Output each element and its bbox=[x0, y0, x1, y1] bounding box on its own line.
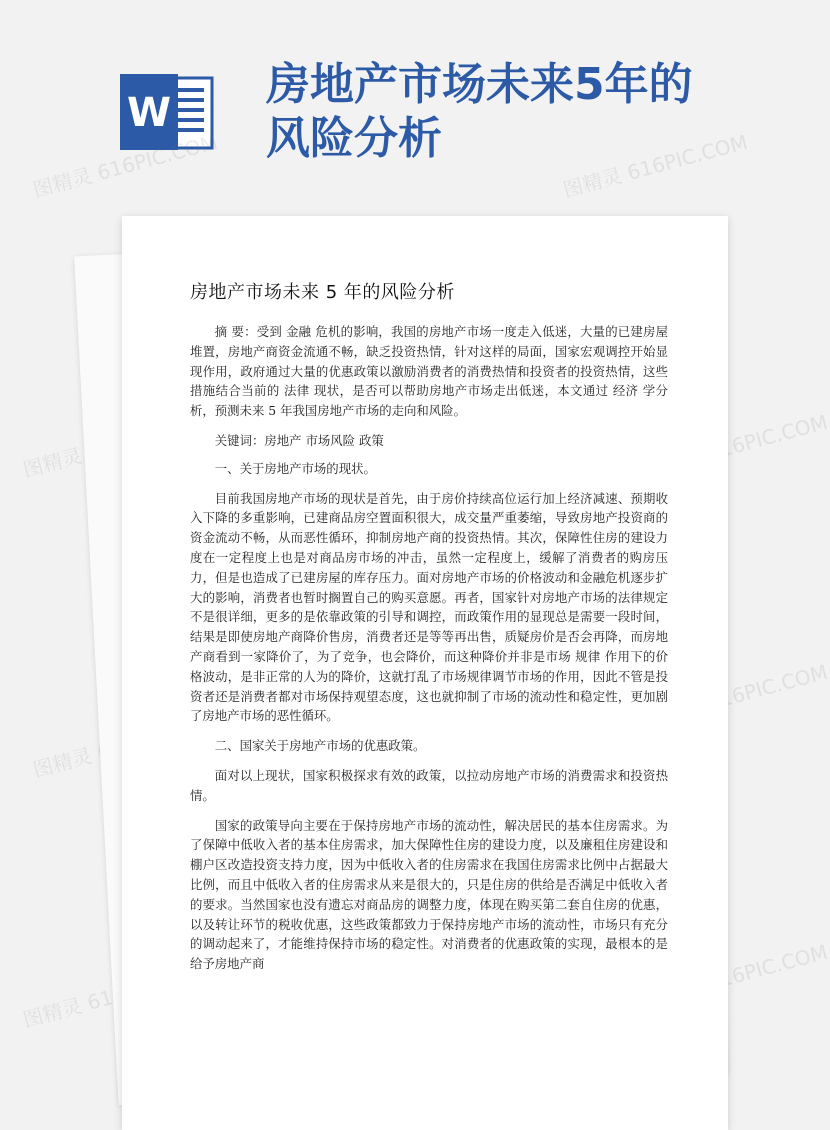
watermark: 图精灵 bbox=[20, 993, 85, 1033]
header-title bbox=[266, 58, 786, 166]
watermark: 图精灵 616PIC.COM bbox=[30, 129, 221, 203]
header-title-line1: 房地产市场未来5年的 bbox=[266, 59, 693, 110]
watermark: 图精灵 616PIC.COM bbox=[640, 409, 830, 483]
watermark: 图精灵 616PIC.COM bbox=[560, 129, 751, 203]
header bbox=[0, 0, 800, 200]
header-title-line2: 风险分析 bbox=[266, 113, 442, 164]
watermark: 图精灵 616PIC.COM bbox=[640, 939, 830, 1013]
abstract-paragraph: 摘 要：受到 金融 危机的影响，我国的房地产市场一度走入低迷，大量的已建房屋堆置，房地产商资金流通不畅，缺乏投资热情，针对这样的局面，国家宏观调控开始显现作用，政府通过大量的优惠政策以激励消费者的消费热情和投资者的投资热情，这些措施结合当前的 法律 现状，是否可以帮助房地产市场走出低迷，本文通过 经济 学分析，预测未来 5 年我国房地产市场的走向和风险。 bbox=[190, 324, 668, 419]
body-paragraph: 面对以上现状，国家积极探求有效的政策，以拉动房地产市场的消费需求和投资热情。 bbox=[190, 767, 668, 803]
document-body bbox=[190, 322, 668, 984]
watermark: 图精灵 616PIC.COM bbox=[640, 659, 830, 733]
word-document-icon bbox=[120, 72, 216, 152]
watermark: 图精灵 bbox=[30, 743, 95, 783]
document-page bbox=[122, 216, 728, 1130]
section-heading-1: 一、关于房地产市场的现状。 bbox=[214, 460, 376, 476]
document-title: 房地产市场未来 5 年的风险分析 bbox=[190, 282, 455, 303]
keywords-line: 关键词：房地产 市场风险 政策 bbox=[214, 432, 384, 448]
watermark: 图精灵 bbox=[20, 443, 85, 483]
word-icon-letter: W bbox=[126, 90, 172, 136]
body-paragraph: 目前我国房地产市场的现状是首先，由于房价持续高位运行加上经济减速、预期收入下降的多重影响，已建商品房空置面积很大，成交量严重萎缩，导致房地产投资商的资金流动不畅，从而恶性循环，抑制房地产商的投资热情。其次，保障性住房的建设力度在一定程度上也是对商品房市场的冲击，虽然一定程度上，缓解了消费者的购房压力，但是也造成了已建房屋的库存压力。面对房地产市场的价格波动和金融危机逐步扩大的影响，消费者也暂时搁置自己的购买意愿。再者，国家针对房地产市场的法律规定不是很详细，更多的是依靠政策的引导和调控，而政策作用的显现总是需要一段时间，结果是即使房地产商降价售房，消费者还是等等再出售，质疑房价是否会再降，而房地产商看到一家降价了，为了竞争，也会降价，而这种降价并非是市场 规律 作用下的价格波动，是非正常的人为的降价，这就打乱了市场规律调节市场的作用，因此不管是投资者还是消费者都对市场保持观望态度，这也就抑制了市场的流动性和稳定性，更加剧了房地产市场的恶性循环。 bbox=[190, 490, 668, 724]
body-paragraph: 国家的政策导向主要在于保持房地产市场的流动性，解决居民的基本住房需求。为了保障中低收入者的基本住房需求，加大保障性住房的建设力度，以及廉租住房建设和棚户区改造投资支持力度，因为中低收入者的住房需求在我国住房需求比例中占据最大比例，而且中低收入者的住房需求从来是很大的，只是住房的供给是否满足中低收入者的要求。当然国家也没有遗忘对商品房的调整力度，体现在购买第二套自住房的优惠，以及转让环节的税收优惠，这些政策都致力于保持房地产市场的流动性，市场只有充分的调动起来了，才能维持保持市场的稳定性。对消费者的优惠政策的实现，最根本的是给予房地产商 bbox=[190, 817, 668, 972]
section-heading-2: 二、国家关于房地产市场的优惠政策。 bbox=[214, 738, 426, 754]
